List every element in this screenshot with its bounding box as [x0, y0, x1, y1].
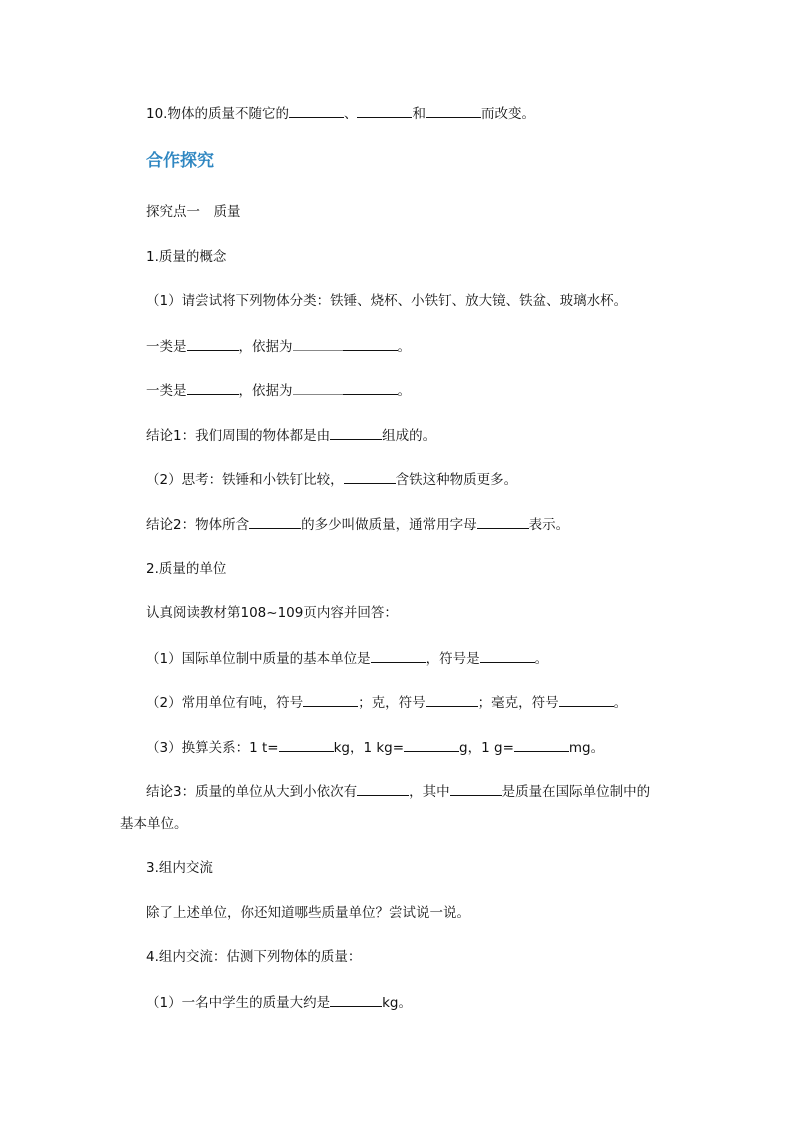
answer-blank[interactable]	[404, 738, 459, 752]
answer-blank[interactable]	[187, 381, 239, 395]
conc1-text-1: 结论1：我们周围的物体都是由	[146, 428, 331, 444]
s1-conclusion-2	[146, 515, 569, 534]
conc2-text-2: 的多少叫做质量，通常用字母	[301, 517, 477, 533]
answer-blank[interactable]	[330, 426, 382, 440]
s2q3-text-2: kg，1 kg=	[333, 740, 405, 756]
class-a-text-1: 一类是	[146, 339, 187, 355]
s1-question-2	[146, 470, 517, 489]
s4q1-text-1: （1）一名中学生的质量大约是	[146, 995, 331, 1011]
subsection-4-title: 4.组内交流：估测下列物体的质量：	[146, 949, 362, 965]
s2-reading-instruction: 认真阅读教材第108~109页内容并回答：	[146, 605, 398, 621]
answer-blank[interactable]	[289, 104, 344, 118]
s2q1-text-1: （1）国际单位制中质量的基本单位是	[146, 651, 371, 667]
conc3-text-3: 是质量在国际单位制中的	[501, 784, 651, 800]
class-a-text-3: 。	[397, 339, 411, 355]
subsection-3-title: 3.组内交流	[146, 860, 213, 876]
s2q3-text-1: （3）换算关系：1 t=	[146, 740, 279, 756]
s4q1-text-2: kg。	[382, 995, 412, 1011]
s2-question-2	[146, 693, 627, 712]
conc3-text-1: 结论3：质量的单位从大到小依次有	[146, 784, 358, 800]
s2q2-text-3: ；毫克，符号	[477, 695, 559, 711]
answer-blank[interactable]	[330, 993, 382, 1007]
answer-blank[interactable]	[279, 738, 334, 752]
conc2-text-1: 结论2：物体所含	[146, 517, 250, 533]
conc1-text-2: 组成的。	[382, 428, 437, 444]
answer-blank[interactable]	[344, 470, 396, 484]
answer-blank[interactable]	[357, 104, 412, 118]
s3-text: 除了上述单位，你还知道哪些质量单位？尝试说一说。	[146, 905, 470, 921]
s2-question-3	[146, 738, 604, 757]
answer-blank[interactable]	[357, 782, 409, 796]
s1-class-b	[146, 381, 411, 400]
answer-blank[interactable]	[371, 649, 426, 663]
s2q2-text-4: 。	[613, 695, 628, 711]
s1-question-1: （1）请尝试将下列物体分类：铁锤、烧杯、小铁钉、放大镜、铁盆、玻璃水杯。	[146, 293, 628, 309]
answer-blank[interactable]	[477, 515, 529, 529]
class-b-text-3: 。	[397, 383, 411, 399]
q10-text-1: 10.物体的质量不随它的	[146, 106, 289, 122]
s2q2-text-2: ；克，符号	[358, 695, 426, 711]
conc2-text-3: 表示。	[528, 517, 570, 533]
answer-blank[interactable]	[293, 381, 343, 395]
s1-conclusion-1	[146, 426, 436, 445]
class-b-text-1: 一类是	[146, 383, 187, 399]
s2q3-text-3: g，1 g=	[459, 740, 514, 756]
subsection-2-title: 2.质量的单位	[146, 561, 227, 577]
q10-text-2: 而改变。	[480, 106, 535, 122]
s2-question-1	[146, 649, 548, 668]
answer-blank[interactable]	[426, 104, 481, 118]
section-heading: 合作探究	[146, 151, 214, 171]
q2-text-1: （2）思考：铁锤和小铁钉比较，	[146, 472, 344, 488]
answer-blank[interactable]	[293, 337, 343, 351]
answer-blank[interactable]	[559, 693, 614, 707]
answer-blank[interactable]	[343, 337, 398, 351]
answer-blank[interactable]	[187, 337, 239, 351]
answer-blank[interactable]	[426, 693, 478, 707]
conc3-text-2: ，其中	[409, 784, 450, 800]
topic-title: 探究点一 质量	[146, 204, 241, 220]
subsection-1-title: 1.质量的概念	[146, 249, 227, 265]
q10-sep-2: 和	[412, 106, 426, 122]
answer-blank[interactable]	[343, 381, 398, 395]
class-b-text-2: ，依据为	[238, 383, 293, 399]
s2q3-text-4: mg。	[568, 740, 605, 756]
question-10	[146, 104, 535, 123]
q10-sep-1: 、	[343, 106, 358, 122]
s2-conclusion-3-continued: 基本单位。	[120, 816, 188, 832]
answer-blank[interactable]	[480, 649, 535, 663]
s2q1-text-3: 。	[534, 651, 549, 667]
s1-class-a	[146, 337, 411, 356]
s4-question-1	[146, 993, 412, 1012]
s2q1-text-2: ，符号是	[425, 651, 480, 667]
s2q2-text-1: （2）常用单位有吨，符号	[146, 695, 304, 711]
class-a-text-2: ，依据为	[238, 339, 293, 355]
answer-blank[interactable]	[450, 782, 502, 796]
s2-conclusion-3	[146, 782, 650, 801]
answer-blank[interactable]	[514, 738, 569, 752]
answer-blank[interactable]	[303, 693, 358, 707]
q2-text-2: 含铁这种物质更多。	[395, 472, 518, 488]
answer-blank[interactable]	[249, 515, 301, 529]
